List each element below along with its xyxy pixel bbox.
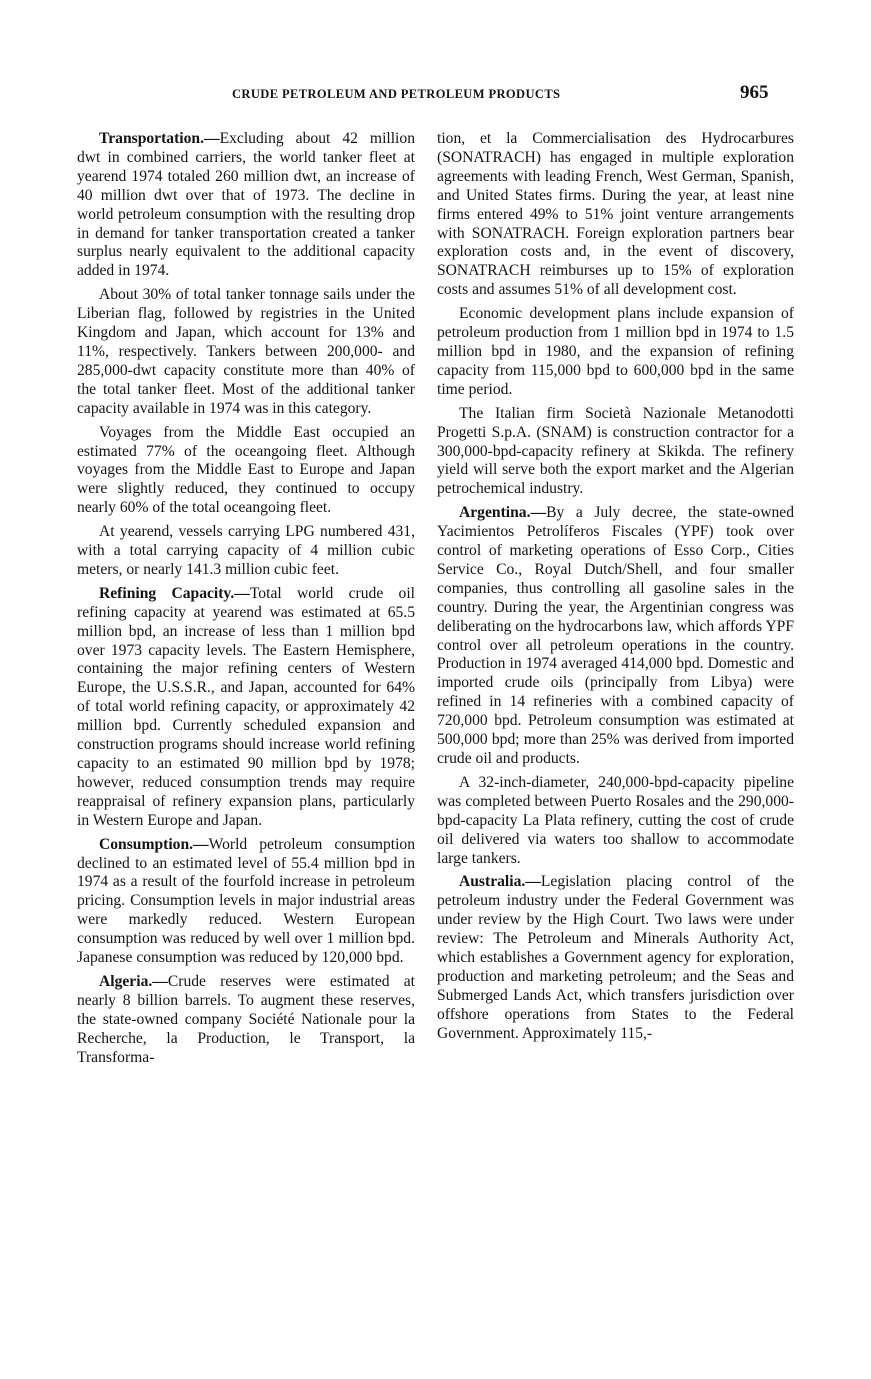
paragraph-text: By a July decree, the state-owned Yacimientos Petrolíferos Fiscales (YPF) took over control of marketing operations of Esso Corp., Cities Service Co., Royal Dutch/Shell, and four smaller companies, thus controlling all gasoline sales in the country. During the year, the Argentinian congress was deliberating on the hydrocarbons law, which affords YPF control over all petroleum operations in the country. Production in 1974 averaged 414,000 bpd. Domestic and imported crude oils (principally from Libya) were refined in 14 refineries with a combined capacity of 720,000 bpd. Petroleum consumption was estimated at 500,000 bpd; more than 25% was derived from imported crude oil and products. — [437, 504, 794, 767]
paragraph-text: About 30% of total tanker tonnage sails under the Liberian flag, followed by registries in the United Kingdom and Japan, which account for 13% and 11%, respectively. Tankers between 200,000- and 285,000-dwt capacity constitute more than 40% of the total tanker fleet. Most of the additional tanker capacity available in 1974 was in this category. — [77, 286, 415, 417]
running-header — [0, 84, 871, 108]
paragraph-transportation — [77, 130, 415, 281]
run-in-heading: Argentina.— — [459, 504, 547, 522]
run-in-heading: Consumption.— — [99, 835, 209, 853]
run-in-heading: Algeria.— — [99, 972, 168, 990]
paragraph-text: Total world crude oil refining capacity at yearend was estimated at 65.5 million bpd, an increase of less than 1 million bpd over 1973 capacity levels. The Eastern Hemisphere, containing the major refining centers of Western Europe, the U.S.S.R., and Japan, accounted for 64% of total world refining capacity, or approximately 42 million bpd. Currently scheduled expansion and construction programs should increase world refining capacity to an estimated 90 million bpd by 1978; however, reduced consumption trends may require reappraisal of refinery expansion plans, particularly in Western Europe and Japan. — [77, 584, 415, 829]
run-in-heading: Refining Capacity.— — [99, 584, 250, 602]
paragraph-sonatrach — [437, 130, 794, 300]
paragraph-refining-capacity — [77, 585, 415, 831]
page-number: 965 — [740, 82, 769, 103]
paragraph-text: Legislation placing control of the petroleum industry under the Federal Government was under review by the High Court. Two laws were under review: The Petroleum and Minerals Authority Act, which establishes a Government agency for exploration, production and marketing petroleum; and the Seas and Submerged Lands Act, which transfers jurisdiction over offshore operations from States to the Federal Government. Approximately 115,- — [437, 873, 794, 1042]
paragraph-text: A 32-inch-diameter, 240,000-bpd-capacity pipeline was completed between Puerto Rosales and the 290,000-bpd-capacity La Plata refinery, cutting the cost of crude oil delivered via waters too shallow to accommodate large tankers. — [437, 773, 794, 867]
paragraph-pipeline — [437, 774, 794, 869]
paragraph-text: At yearend, vessels carrying LPG numbered 431, with a total carrying capacity of 4 million cubic meters, or nearly 141.3 million cubic feet. — [77, 523, 415, 578]
paragraph-text: Excluding about 42 million dwt in combined carriers, the world tanker fleet at yearend 1974 totaled 260 million dwt, an increase of 40 million dwt over that of 1973. The decline in world petroleum consumption with the resulting drop in demand for tanker transportation created a tanker surplus nearly equivalent to the additional capacity added in 1974. — [77, 130, 415, 280]
paragraph-text: The Italian firm Società Nazionale Metanodotti Progetti S.p.A. (SNAM) is construction contractor for a 300,000-bpd-capacity refinery at Skikda. The refinery yield will serve both the export market and the Algerian petrochemical industry. — [437, 404, 794, 498]
left-column — [77, 130, 415, 1073]
paragraph-algeria — [77, 973, 415, 1068]
right-column — [437, 130, 794, 1049]
paragraph-text: World petroleum consumption declined to an estimated level of 55.4 million bpd in 1974 as a result of the fourfold increase in petroleum pricing. Consumption levels in major industrial areas were markedly reduced. Western European consumption was reduced by well over 1 million bpd. Japanese consumption was reduced by 120,000 bpd. — [77, 835, 415, 967]
paragraph-argentina — [437, 504, 794, 769]
paragraph-text: Crude reserves were estimated at nearly 8 billion barrels. To augment these reserves, the state-owned company Société Nationale pour la Recherche, la Production, le Transport, la Transforma- — [77, 972, 415, 1066]
run-in-heading: Australia.— — [459, 873, 541, 891]
paragraph-economic-development — [437, 305, 794, 400]
running-title: CRUDE PETROLEUM AND PETROLEUM PRODUCTS — [232, 87, 561, 101]
paragraph-tanker-registry — [77, 286, 415, 418]
paragraph-lpg-vessels — [77, 523, 415, 580]
run-in-heading: Transportation.— — [99, 130, 220, 147]
paragraph-text: Economic development plans include expansion of petroleum production from 1 million bpd in 1974 to 1.5 million bpd in 1980, and the expansion of refining capacity from 115,000 bpd to 600,000 bpd in the same time period. — [437, 305, 794, 398]
paragraph-australia — [437, 873, 794, 1043]
paragraph-text: tion, et la Commercialisation des Hydrocarbures (SONATRACH) has engaged in multiple exploration agreements with leading French, West German, Spanish, and United States firms. During the year, at least nine firms entered 49% to 51% joint venture arrangements with SONATRACH. Foreign exploration partners bear exploration costs and, in the event of discovery, SONATRACH reimburses up to 15% of exploration costs and assumes 51% of all development cost. — [437, 130, 794, 299]
paragraph-consumption — [77, 836, 415, 968]
paragraph-snam — [437, 405, 794, 500]
paragraph-text: Voyages from the Middle East occupied an estimated 77% of the oceangoing fleet. Although voyages from the Middle East to Europe and Japan were slightly reduced, they continued to occupy nearly 60% of the total oceangoing fleet. — [77, 423, 415, 517]
paragraph-voyages — [77, 424, 415, 519]
